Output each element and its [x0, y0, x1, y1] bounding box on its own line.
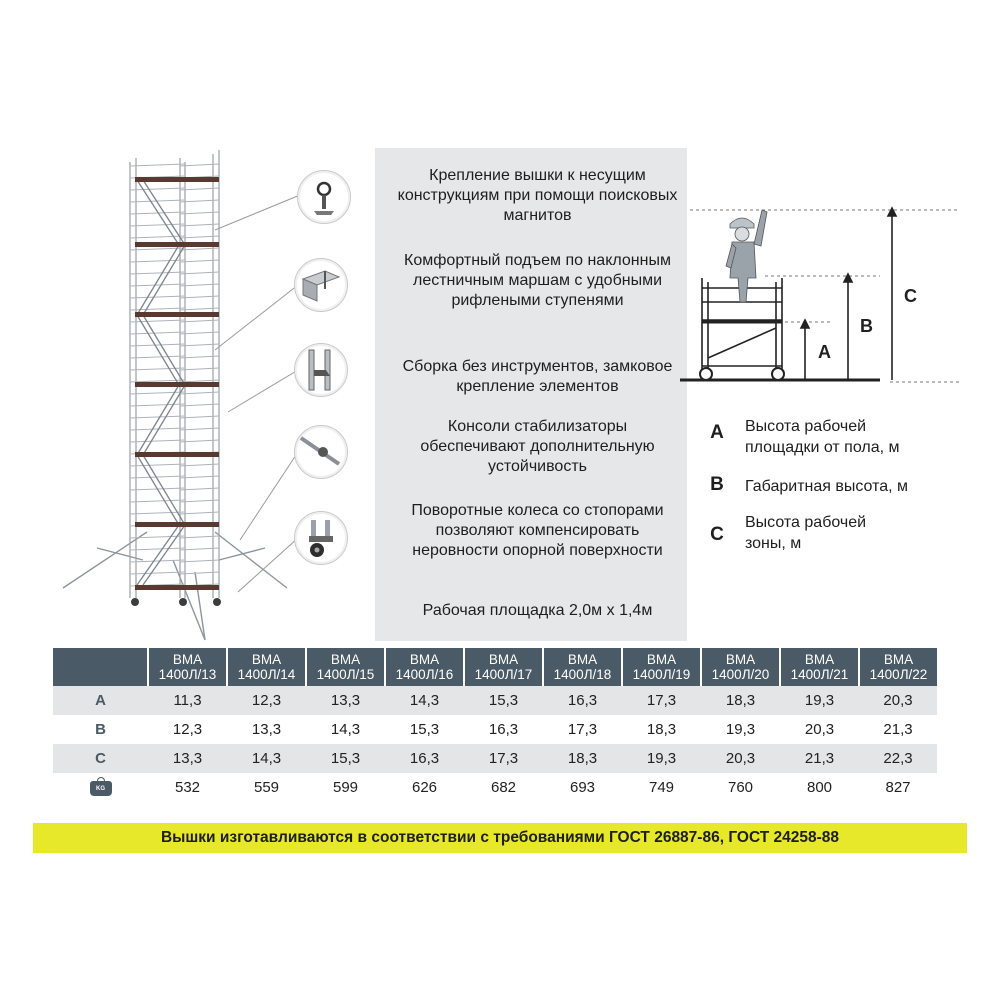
feature-caster-wheels: Поворотные колеса со стопорами позволяют компенсировать неровности опорной поверхности: [411, 502, 664, 559]
model-header: ВМА 1400Л/16: [385, 648, 464, 686]
table-cell: 12,3: [172, 721, 203, 738]
row-label: C: [53, 744, 148, 773]
table-cell: 15,3: [306, 744, 385, 773]
feature-tool-free-assembly: Сборка без инструментов, замковое крепление элементов: [402, 358, 673, 395]
table-cell: 22,3: [859, 744, 937, 773]
anchor-eye-bolt-icon: [297, 170, 351, 224]
specifications-table: [53, 648, 937, 802]
table-cell: 16,3: [488, 721, 519, 738]
table-cell: 800: [806, 779, 833, 796]
stabilizer-console-icon: [294, 425, 348, 479]
table-cell: 13,3: [251, 721, 282, 738]
kg-weight-icon: KG: [90, 781, 112, 796]
table-cell: 13,3: [306, 686, 385, 715]
table-row: [53, 744, 937, 773]
table-cell: 693: [569, 779, 596, 796]
table-cell: 19,3: [622, 744, 701, 773]
table-cell: 13,3: [148, 744, 227, 773]
diagram-label-a: A: [818, 342, 831, 362]
legend-text-c: Высота рабочей зоны, м: [745, 514, 867, 552]
weight-kg-icon: [53, 773, 148, 802]
table-cell: 16,3: [385, 744, 464, 773]
model-header: ВМА 1400Л/21: [780, 648, 859, 686]
table-cell: 532: [174, 779, 201, 796]
feature-inclined-stairs: Комфортный подъем по наклонным лестничным маршам с удобными рифлеными ступенями: [404, 252, 671, 309]
table-cell: 15,3: [464, 686, 543, 715]
table-cell: 19,3: [780, 686, 859, 715]
table-cell: 827: [885, 779, 911, 796]
diagram-label-c: C: [904, 286, 917, 306]
table-cell: 682: [490, 779, 517, 796]
table-cell: 14,3: [385, 686, 464, 715]
row-label: B: [95, 721, 106, 738]
model-header: ВМА 1400Л/20: [701, 648, 780, 686]
row-label: A: [53, 686, 148, 715]
table-cell: 559: [253, 779, 280, 796]
diagram-label-b: B: [860, 316, 873, 336]
table-corner-cell: [53, 648, 148, 686]
legend-text-a: Высота рабочей площадки от пола, м: [745, 418, 900, 456]
table-cell: 20,3: [859, 686, 937, 715]
model-header: ВМА 1400Л/19: [622, 648, 701, 686]
table-row: [53, 715, 937, 744]
table-cell: 18,3: [646, 721, 677, 738]
legend-text-b: Габаритная высота, м: [745, 478, 909, 495]
table-cell: 18,3: [543, 744, 622, 773]
table-cell: 760: [727, 779, 754, 796]
feature-magnet-anchoring: Крепление вышки к несущим конструкциям при помощи поисковых магнитов: [397, 167, 678, 224]
model-header: ВМА 1400Л/13: [148, 648, 227, 686]
table-cell: 17,3: [464, 744, 543, 773]
table-row: [53, 773, 937, 802]
model-header: ВМА 1400Л/17: [464, 648, 543, 686]
feature-platform-size: Рабочая площадка 2,0м х 1,4м: [422, 602, 653, 619]
legend-letter-b: B: [710, 474, 724, 495]
table-cell: 17,3: [567, 721, 598, 738]
gost-compliance-banner: Вышки изготавливаются в соответствии с требованиями ГОСТ 26887-86, ГОСТ 24258-88: [33, 823, 967, 853]
height-diagram: [680, 200, 970, 400]
legend-letter-c: C: [710, 524, 724, 545]
table-cell: 749: [648, 779, 675, 796]
model-header: ВМА 1400Л/18: [543, 648, 622, 686]
table-cell: 626: [411, 779, 438, 796]
table-header-row: [53, 648, 937, 686]
table-cell: 19,3: [725, 721, 756, 738]
table-cell: 599: [332, 779, 359, 796]
feature-stabilizers: Консоли стабилизаторы обеспечивают дополнительную устойчивость: [420, 418, 655, 475]
model-header: ВМА 1400Л/14: [227, 648, 306, 686]
table-cell: 15,3: [409, 721, 440, 738]
lock-coupling-icon: [294, 343, 348, 397]
table-cell: 20,3: [804, 721, 835, 738]
table-cell: 18,3: [701, 686, 780, 715]
stair-step-icon: [294, 258, 348, 312]
model-header: ВМА 1400Л/22: [859, 648, 937, 686]
table-cell: 21,3: [883, 721, 913, 738]
table-cell: 21,3: [780, 744, 859, 773]
table-cell: 14,3: [227, 744, 306, 773]
table-cell: 17,3: [622, 686, 701, 715]
table-cell: 11,3: [148, 686, 227, 715]
legend-letter-a: A: [710, 422, 724, 443]
table-cell: 12,3: [227, 686, 306, 715]
caster-wheel-icon: [294, 511, 348, 565]
table-cell: 16,3: [543, 686, 622, 715]
table-cell: 20,3: [701, 744, 780, 773]
features-panel: [375, 148, 687, 641]
table-cell: 14,3: [330, 721, 361, 738]
model-header: ВМА 1400Л/15: [306, 648, 385, 686]
table-row: [53, 686, 937, 715]
